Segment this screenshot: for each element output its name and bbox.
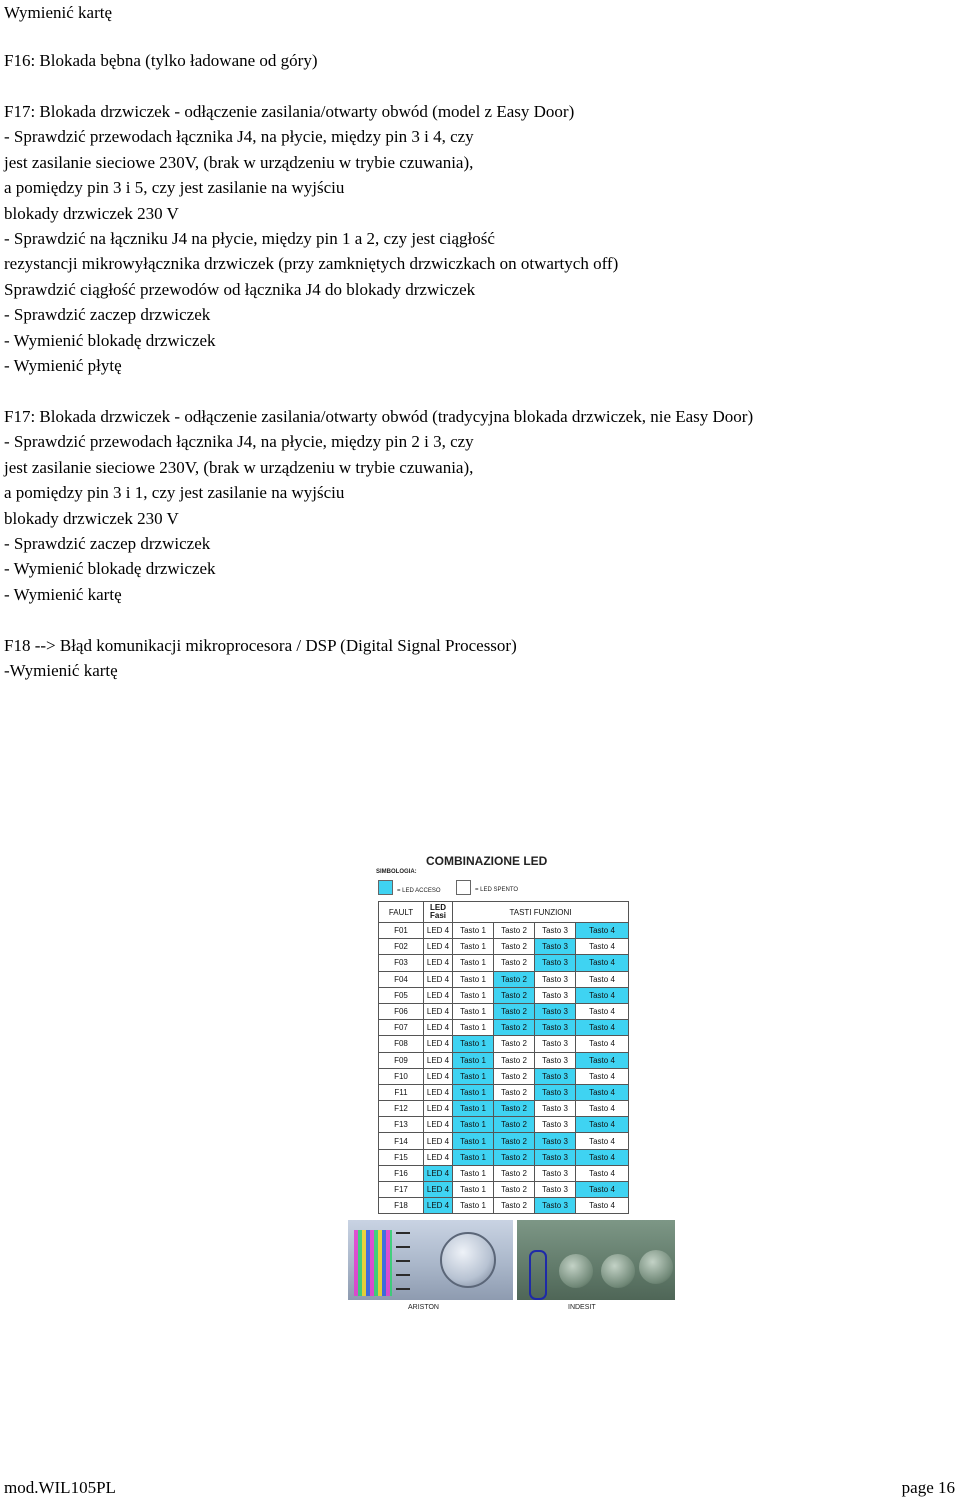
tasto-cell: Tasto 4	[576, 923, 629, 939]
fault-code-cell: F07	[379, 1020, 424, 1036]
tasto-cell: Tasto 1	[453, 1133, 494, 1149]
tasto-cell: Tasto 2	[494, 939, 535, 955]
tasto-cell: Tasto 3	[535, 1052, 576, 1068]
led-table-row	[379, 1020, 629, 1036]
text-line: - Wymienić kartę	[4, 584, 122, 604]
header-fault: FAULT	[379, 902, 424, 923]
ariston-panel-photo	[348, 1220, 513, 1300]
tasto-cell: Tasto 1	[453, 1182, 494, 1198]
tasto-cell: Tasto 4	[576, 1101, 629, 1117]
tasto-cell: Tasto 2	[494, 1052, 535, 1068]
fault-code-cell: F18	[379, 1198, 424, 1214]
indesit-knob-1-icon	[559, 1254, 593, 1288]
tasto-cell: Tasto 2	[494, 1117, 535, 1133]
led-table-row	[379, 987, 629, 1003]
legend-led-on-swatch	[378, 880, 393, 895]
tasto-cell: Tasto 1	[453, 1052, 494, 1068]
text-line: - Sprawdzić zaczep drzwiczek	[4, 305, 211, 325]
led-table	[378, 901, 629, 1214]
led-table-row	[379, 1084, 629, 1100]
tasto-cell: Tasto 4	[576, 1020, 629, 1036]
tasto-cell: Tasto 1	[453, 1165, 494, 1181]
header-led-label: LED	[430, 903, 446, 912]
tasto-cell: Tasto 3	[535, 971, 576, 987]
fault-code-cell: F14	[379, 1133, 424, 1149]
text-line: - Wymienić płytę	[4, 356, 122, 376]
tasto-cell: Tasto 4	[576, 987, 629, 1003]
led-fasi-cell: LED 4	[424, 1068, 453, 1084]
tasto-cell: Tasto 4	[576, 1003, 629, 1019]
paragraph-2	[4, 48, 954, 73]
tasto-cell: Tasto 2	[494, 1182, 535, 1198]
tasto-cell: Tasto 3	[535, 1149, 576, 1165]
led-fasi-cell: LED 4	[424, 1036, 453, 1052]
tasto-cell: Tasto 3	[535, 955, 576, 971]
led-table-body	[379, 923, 629, 1214]
led-fasi-cell: LED 4	[424, 1117, 453, 1133]
tasto-cell: Tasto 3	[535, 1133, 576, 1149]
caption-indesit: INDESIT	[568, 1304, 596, 1311]
led-fasi-cell: LED 4	[424, 1052, 453, 1068]
tasto-cell: Tasto 3	[535, 1117, 576, 1133]
tasto-cell: Tasto 4	[576, 1052, 629, 1068]
tasto-cell: Tasto 2	[494, 1020, 535, 1036]
tasto-cell: Tasto 2	[494, 923, 535, 939]
fault-code-cell: F16	[379, 1165, 424, 1181]
fault-code-cell: F09	[379, 1052, 424, 1068]
fault-code-cell: F17	[379, 1182, 424, 1198]
text-line: rezystancji mikrowyłącznika drzwiczek (przy zamkniętych drzwiczkach on otwartych off)	[4, 254, 619, 274]
tasto-cell: Tasto 2	[494, 987, 535, 1003]
led-combination-figure	[298, 832, 676, 1311]
led-table-header	[379, 902, 629, 923]
fault-code-cell: F11	[379, 1084, 424, 1100]
footer-model: mod.WIL105PL	[4, 1478, 116, 1497]
led-fasi-cell: LED 4	[424, 1198, 453, 1214]
fault-code-cell: F05	[379, 987, 424, 1003]
ariston-circles-icon	[396, 1232, 410, 1290]
tasto-cell: Tasto 4	[576, 971, 629, 987]
fault-code-cell: F04	[379, 971, 424, 987]
tasto-cell: Tasto 4	[576, 1133, 629, 1149]
paragraph-5	[4, 633, 954, 684]
led-table-row	[379, 1182, 629, 1198]
tasto-cell: Tasto 4	[576, 1068, 629, 1084]
tasto-cell: Tasto 1	[453, 1003, 494, 1019]
footer-page-number: page 16	[901, 1478, 955, 1497]
led-fasi-cell: LED 4	[424, 987, 453, 1003]
caption-ariston: ARISTON	[408, 1304, 439, 1311]
tasto-cell: Tasto 3	[535, 1084, 576, 1100]
fault-code-cell: F02	[379, 939, 424, 955]
tasto-cell: Tasto 1	[453, 1084, 494, 1100]
tasto-cell: Tasto 2	[494, 1068, 535, 1084]
text-line: - Wymienić blokadę drzwiczek	[4, 330, 216, 350]
tasto-cell: Tasto 2	[494, 1198, 535, 1214]
led-table-row	[379, 1068, 629, 1084]
led-table-row	[379, 955, 629, 971]
tasto-cell: Tasto 2	[494, 971, 535, 987]
led-table-row	[379, 923, 629, 939]
header-led	[424, 902, 453, 923]
text-line: F17: Blokada drzwiczek - odłączenie zasilania/otwarty obwód (tradycyjna blokada drzwiczek, nie Easy Door)	[4, 407, 754, 426]
tasto-cell: Tasto 1	[453, 1068, 494, 1084]
led-fasi-cell: LED 4	[424, 1101, 453, 1117]
text-line: - Sprawdzić przewodach łącznika J4, na płycie, między pin 3 i 4, czy	[4, 127, 474, 147]
ariston-buttons-icon	[354, 1230, 392, 1296]
tasto-cell: Tasto 4	[576, 1036, 629, 1052]
led-fasi-cell: LED 4	[424, 1084, 453, 1100]
fault-code-cell: F13	[379, 1117, 424, 1133]
indesit-knob-3-icon	[639, 1250, 673, 1284]
indesit-led-column-icon	[529, 1250, 547, 1300]
tasto-cell: Tasto 3	[535, 939, 576, 955]
tasto-cell: Tasto 1	[453, 1117, 494, 1133]
text-line: F17: Blokada drzwiczek - odłączenie zasilania/otwarty obwód (model z Easy Door)	[4, 102, 575, 121]
text-line: blokady drzwiczek 230 V	[4, 508, 179, 528]
tasto-cell: Tasto 4	[576, 1149, 629, 1165]
tasto-cell: Tasto 1	[453, 1149, 494, 1165]
led-table-row	[379, 1003, 629, 1019]
led-table-row	[379, 1165, 629, 1181]
tasto-cell: Tasto 1	[453, 923, 494, 939]
text-line: jest zasilanie sieciowe 230V, (brak w urządzeniu w trybie czuwania),	[4, 152, 474, 172]
tasto-cell: Tasto 1	[453, 1036, 494, 1052]
indesit-panel-photo	[517, 1220, 675, 1300]
fault-code-cell: F12	[379, 1101, 424, 1117]
led-table-row	[379, 1036, 629, 1052]
led-fasi-cell: LED 4	[424, 923, 453, 939]
tasto-cell: Tasto 3	[535, 1182, 576, 1198]
tasto-cell: Tasto 2	[494, 1084, 535, 1100]
paragraph-4	[4, 404, 954, 607]
indesit-knob-2-icon	[601, 1254, 635, 1288]
text-line: - Sprawdzić na łączniku J4 na płycie, między pin 1 a 2, czy jest ciągłość	[4, 229, 495, 249]
led-fasi-cell: LED 4	[424, 1149, 453, 1165]
text-line: blokady drzwiczek 230 V	[4, 203, 179, 223]
tasto-cell: Tasto 4	[576, 1165, 629, 1181]
tasto-cell: Tasto 2	[494, 1165, 535, 1181]
tasto-cell: Tasto 1	[453, 987, 494, 1003]
fault-code-cell: F08	[379, 1036, 424, 1052]
tasto-cell: Tasto 1	[453, 1198, 494, 1214]
tasto-cell: Tasto 1	[453, 971, 494, 987]
led-table-row	[379, 939, 629, 955]
tasto-cell: Tasto 3	[535, 987, 576, 1003]
led-fasi-cell: LED 4	[424, 1133, 453, 1149]
led-table-row	[379, 1052, 629, 1068]
legend-led-off-label: = LED SPENTO	[475, 887, 519, 893]
tasto-cell: Tasto 3	[535, 1165, 576, 1181]
tasto-cell: Tasto 3	[535, 1003, 576, 1019]
tasto-cell: Tasto 4	[576, 1182, 629, 1198]
fault-code-cell: F03	[379, 955, 424, 971]
tasto-cell: Tasto 2	[494, 1003, 535, 1019]
tasto-cell: Tasto 1	[453, 955, 494, 971]
tasto-cell: Tasto 3	[535, 1036, 576, 1052]
led-table-row	[379, 1133, 629, 1149]
tasto-cell: Tasto 3	[535, 1101, 576, 1117]
tasto-cell: Tasto 2	[494, 1149, 535, 1165]
led-fasi-cell: LED 4	[424, 955, 453, 971]
legend-heading: SIMBOLOGIA:	[376, 869, 417, 875]
tasto-cell: Tasto 1	[453, 1020, 494, 1036]
figure-title: COMBINAZIONE LED	[426, 854, 548, 868]
led-table-row	[379, 1117, 629, 1133]
led-fasi-cell: LED 4	[424, 1020, 453, 1036]
tasto-cell: Tasto 3	[535, 1020, 576, 1036]
text-line: a pomiędzy pin 3 i 5, czy jest zasilanie na wyjściu	[4, 178, 345, 198]
fault-code-cell: F10	[379, 1068, 424, 1084]
legend-led-on-label: = LED ACCESO	[397, 888, 441, 894]
led-fasi-cell: LED 4	[424, 971, 453, 987]
led-fasi-cell: LED 4	[424, 1165, 453, 1181]
led-fasi-cell: LED 4	[424, 1003, 453, 1019]
led-fasi-cell: LED 4	[424, 939, 453, 955]
fault-code-cell: F06	[379, 1003, 424, 1019]
led-table-row	[379, 1149, 629, 1165]
tasto-cell: Tasto 2	[494, 1036, 535, 1052]
text-line: jest zasilanie sieciowe 230V, (brak w urządzeniu w trybie czuwania),	[4, 457, 474, 477]
tasto-cell: Tasto 3	[535, 1068, 576, 1084]
header-fasi-label: Fasi	[429, 911, 446, 920]
tasto-cell: Tasto 1	[453, 939, 494, 955]
text-line: F18 --> Błąd komunikacji mikroprocesora / DSP (Digital Signal Processor)	[4, 636, 517, 655]
led-table-row	[379, 971, 629, 987]
tasto-cell: Tasto 3	[535, 1198, 576, 1214]
led-fasi-cell: LED 4	[424, 1182, 453, 1198]
tasto-cell: Tasto 2	[494, 955, 535, 971]
paragraph-1	[4, 0, 954, 25]
text-line: Sprawdzić ciągłość przewodów od łącznika J4 do blokady drzwiczek	[4, 279, 476, 299]
tasto-cell: Tasto 4	[576, 1084, 629, 1100]
text-line: Wymienić kartę	[4, 3, 113, 22]
text-line: - Sprawdzić przewodach łącznika J4, na płycie, między pin 2 i 3, czy	[4, 432, 474, 452]
led-table-row	[379, 1101, 629, 1117]
led-table-row	[379, 1198, 629, 1214]
fault-code-cell: F15	[379, 1149, 424, 1165]
tasto-cell: Tasto 4	[576, 939, 629, 955]
text-line: - Wymienić blokadę drzwiczek	[4, 559, 216, 579]
text-line: - Sprawdzić zaczep drzwiczek	[4, 534, 211, 554]
tasto-cell: Tasto 4	[576, 955, 629, 971]
text-line: F16: Blokada bębna (tylko ładowane od góry)	[4, 51, 318, 70]
tasto-cell: Tasto 4	[576, 1117, 629, 1133]
tasto-cell: Tasto 3	[535, 923, 576, 939]
tasto-cell: Tasto 1	[453, 1101, 494, 1117]
legend-led-off-swatch	[456, 880, 471, 895]
text-line: -Wymienić kartę	[4, 661, 118, 681]
text-line: a pomiędzy pin 3 i 1, czy jest zasilanie na wyjściu	[4, 483, 345, 503]
tasto-cell: Tasto 4	[576, 1198, 629, 1214]
fault-code-cell: F01	[379, 923, 424, 939]
tasto-cell: Tasto 2	[494, 1133, 535, 1149]
header-tasti: TASTI FUNZIONI	[453, 902, 629, 923]
ariston-knob-icon	[440, 1232, 496, 1288]
paragraph-3	[4, 99, 954, 378]
tasto-cell: Tasto 2	[494, 1101, 535, 1117]
